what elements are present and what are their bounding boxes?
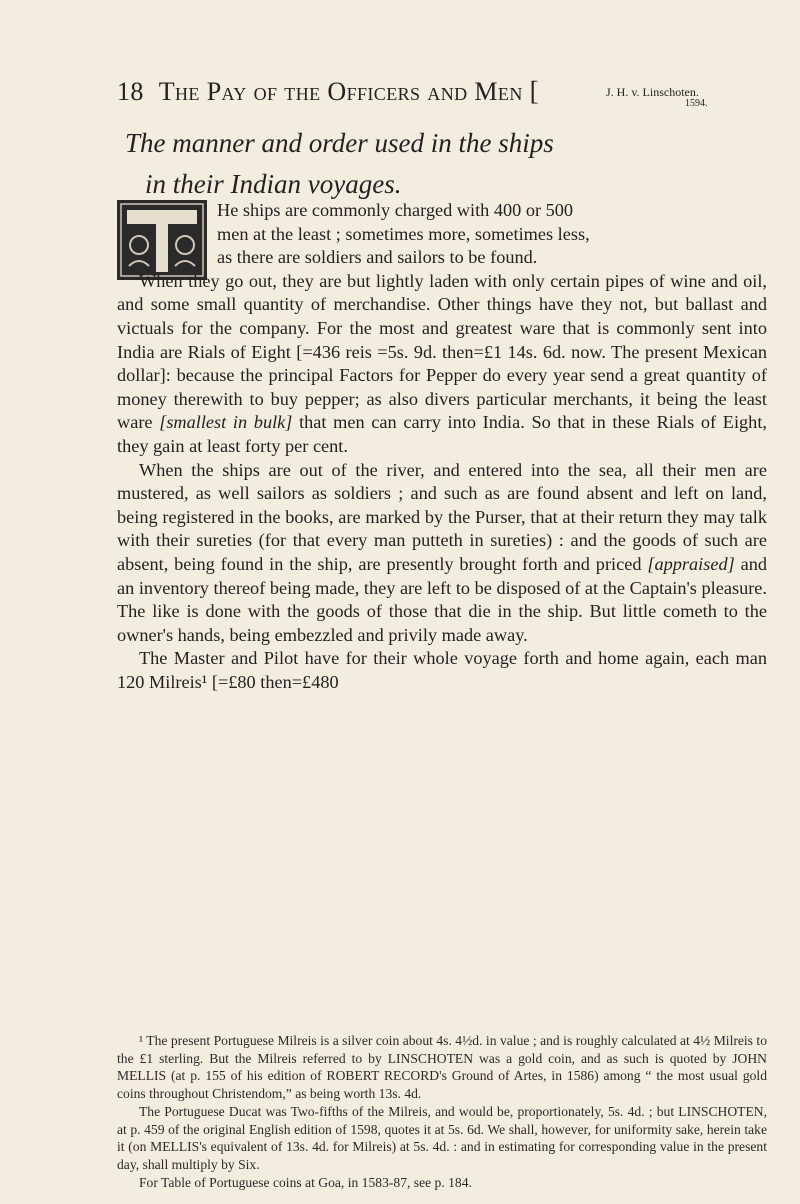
editorial-note: [appraised] [647,553,735,574]
footnote-1: ¹ The present Portuguese Milreis is a silver coin about 4s. 4½d. in value ; and is roughly calculated at 4½ Milreis to the £1 sterling. But the Milreis referred to by LINSCHOTEN was a gold coin, and as such is quoted by JOHN MELLIS (at p. 155 of his edition of ROBERT RECORD's Ground of Artes, in 1586) among “ the most usual gold coins throughout Christendom,” as being worth 13s. 4d. [117,1033,767,1102]
editorial-note: [=436 reis =5s. 9d. then=£1 14s. 6d. now. The present Mexican dollar] [117,341,768,386]
header-reference [606,86,708,110]
opening-line-1: He ships are commonly charged with 400 or 500 [217,200,574,220]
page-number: 18 [117,77,144,106]
editorial-note: [=£80 then=£480 [211,671,339,692]
opening-line-3: as there are soldiers and sailors to be found. [217,247,538,268]
footnotes [117,1032,767,1191]
section-title [125,123,765,205]
body-text [117,199,767,694]
section-title-line-1: The manner and order used in the ships [125,128,554,158]
section-title-line-2: in their Indian voyages. [145,169,402,199]
paragraph-4: The Master and Pilot have for their whole voyage forth and home again, each man 120 Milreis¹ [=£80 then=£480 [117,648,767,692]
reference-author: J. H. v. Linschoten. [606,85,699,99]
paragraph-3: When the ships are out of the river, and entered into the sea, all their men are mustered, as well sailors as soldiers ; and such as are found absent and left on land, being registered in the books, are marked by the Purser, that at their return they may talk with their sureties (for that every man putteth in sureties) : and the goods of such are absent, being found in the ship, are presently brought forth and priced [appraised] and an inventory thereof being made, they are left to be disposed of at the Captain's pleasure. The like is done with the goods of those that die in the ship. But little cometh to the owner's hands, being embezzled and privily made away. [117,459,767,645]
reference-year: 1594. [685,98,708,109]
paragraph-2: When they go out, they are but lightly laden with only certain pipes of wine and oil, and some small quantity of merchandise. Other things have they not, but ballast and victuals for the company. For the most and greatest ware that is commonly sent into India are Rials of Eight [=436 reis =5s. 9d. then=£1 14s. 6d. now. The present Mexican dollar]: because the principal Factors for Pepper do every year send a great quantity of money therewith to buy pepper; as also divers particular merchants, it being the least ware [smallest in bulk] that men can carry into India. So that in these Rials of Eight, they gain at least forty per cent. [117,270,768,456]
header-bracket: [ [529,76,540,106]
running-title: The Pay of the Officers and Men [158,77,523,106]
opening-line-2: men at the least ; sometimes more, sometimes less, [217,223,590,244]
editorial-note: [smallest in bulk] [159,412,293,433]
footnote-3: For Table of Portuguese coins at Goa, in 1583-87, see p. 184. [139,1174,472,1190]
footnote-2: The Portuguese Ducat was Two-fifths of the Milreis, and would be, proportionately, 5s. 4d. ; but LINSCHOTEN, at p. 459 of the original English edition of 1598, quotes it at 5s. 6d. We shall, however, for uniformity sake, herein take it (on MELLIS's equivalent of 13s. 4d. for Milreis) at 5s. 4d. : and in estimating for corresponding value in the present day, shall multiply by Six. [117,1103,767,1172]
